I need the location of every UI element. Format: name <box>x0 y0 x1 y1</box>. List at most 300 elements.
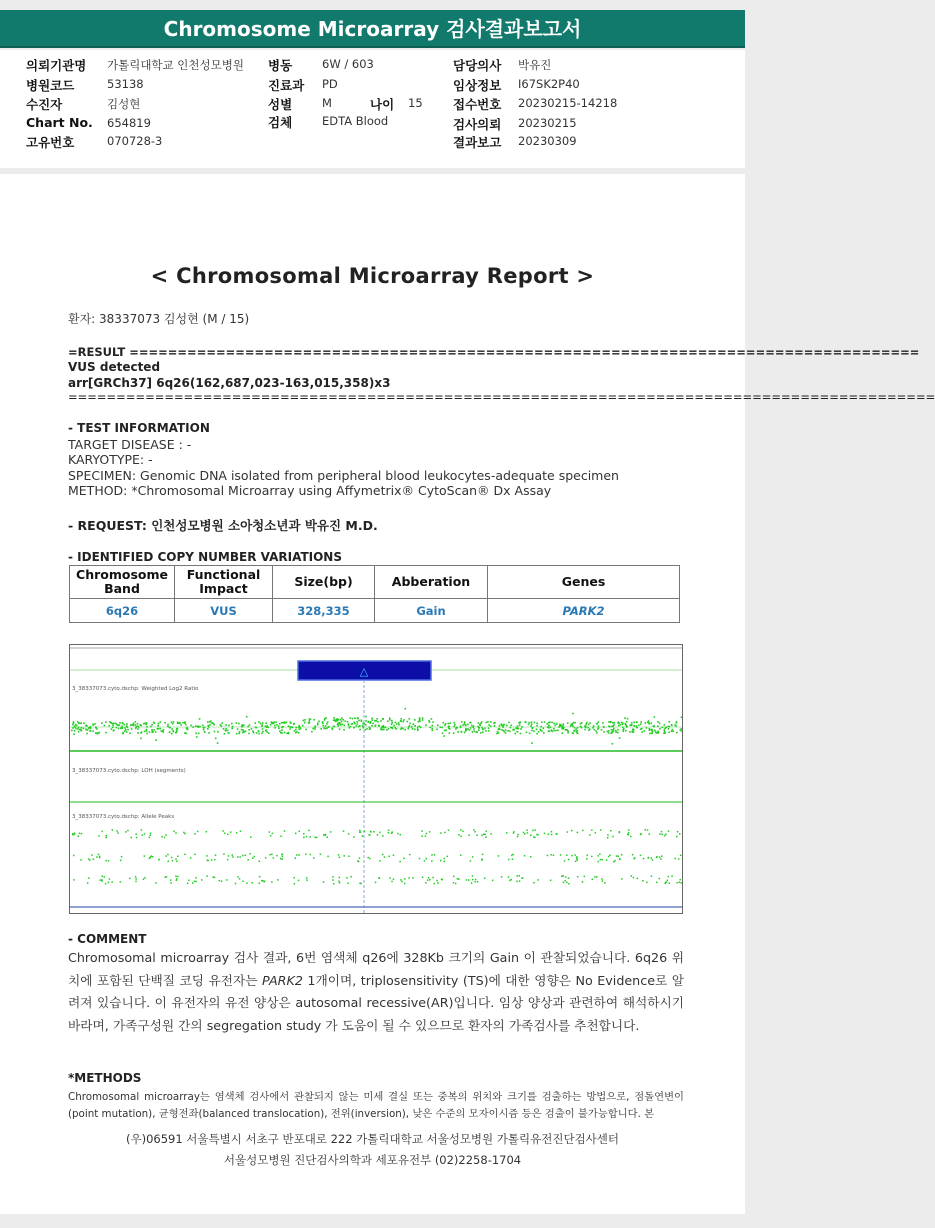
allele-peak <box>276 855 278 857</box>
log2-probe <box>681 717 683 719</box>
log2-probe <box>146 733 148 735</box>
log2-probe <box>622 727 624 729</box>
info-label-report-date: 결과보고 <box>453 135 502 150</box>
th-genes: Genes <box>488 566 680 599</box>
allele-peak <box>242 855 244 857</box>
allele-peak <box>214 877 216 879</box>
log2-probe <box>556 723 558 725</box>
log2-probe <box>681 730 683 732</box>
log2-probe <box>184 722 186 724</box>
log2-probe <box>531 722 533 724</box>
log2-probe <box>551 722 553 724</box>
log2-probe <box>227 730 229 732</box>
log2-probe <box>146 724 148 726</box>
info-value-chart-no: 654819 <box>107 116 151 130</box>
log2-probe <box>119 724 121 726</box>
allele-peak <box>649 833 651 835</box>
allele-peak <box>155 882 157 884</box>
log2-probe <box>400 728 402 730</box>
allele-peak <box>455 883 457 885</box>
log2-probe <box>95 732 97 734</box>
log2-probe <box>412 728 414 730</box>
log2-probe <box>130 724 132 726</box>
log2-probe <box>520 728 522 730</box>
allele-peak <box>424 860 426 862</box>
allele-peak <box>105 837 107 839</box>
log2-probe <box>449 722 451 724</box>
log2-probe <box>155 731 157 733</box>
log2-probe <box>538 731 540 733</box>
log2-probe <box>372 719 374 721</box>
log2-probe <box>278 728 280 730</box>
allele-peak <box>474 881 476 883</box>
allele-peak <box>224 833 226 835</box>
log2-probe <box>357 723 359 725</box>
allele-peak <box>677 831 679 833</box>
allele-peak <box>526 830 528 832</box>
log2-probe <box>281 722 283 724</box>
log2-probe <box>357 717 359 719</box>
allele-peak <box>221 880 223 882</box>
log2-probe <box>155 739 157 741</box>
log2-probe <box>385 727 387 729</box>
log2-probe <box>626 721 628 723</box>
log2-probe <box>371 725 373 727</box>
allele-peak <box>633 858 635 860</box>
allele-peak <box>556 833 558 835</box>
allele-peak <box>412 877 414 879</box>
log2-probe <box>314 728 316 730</box>
log2-probe <box>180 724 182 726</box>
log2-probe <box>299 729 301 731</box>
allele-peak <box>648 857 650 859</box>
log2-probe <box>75 728 77 730</box>
allele-peak <box>551 834 553 836</box>
log2-probe <box>172 723 174 725</box>
log2-probe <box>551 729 553 731</box>
allele-peak <box>384 856 386 858</box>
allele-peak <box>564 860 566 862</box>
log2-probe <box>111 728 113 730</box>
log2-probe <box>464 732 466 734</box>
log2-probe <box>242 724 244 726</box>
log2-probe <box>325 717 327 719</box>
allele-peak <box>610 830 612 832</box>
allele-peak <box>91 854 93 856</box>
log2-probe <box>124 727 126 729</box>
allele-peak <box>523 832 525 834</box>
allele-peak <box>74 833 76 835</box>
log2-probe <box>490 725 492 727</box>
allele-peak <box>161 836 163 838</box>
allele-peak <box>631 875 633 877</box>
log2-probe <box>649 728 651 730</box>
log2-probe <box>157 728 159 730</box>
allele-peak <box>475 831 477 833</box>
log2-probe <box>358 720 360 722</box>
log2-probe <box>245 731 247 733</box>
allele-peak <box>568 883 570 885</box>
allele-peak <box>591 856 593 858</box>
allele-peak <box>250 836 252 838</box>
log2-probe <box>598 725 600 727</box>
target-disease: TARGET DISEASE : - <box>68 437 192 452</box>
allele-peak <box>206 875 208 877</box>
allele-peak <box>89 859 91 861</box>
log2-probe <box>420 727 422 729</box>
allele-peak <box>601 878 603 880</box>
allele-peak <box>508 876 510 878</box>
log2-probe <box>394 727 396 729</box>
allele-peak <box>347 883 349 885</box>
method: METHOD: *Chromosomal Microarray using Affymetrix® CytoScan® Dx Assay <box>68 483 552 498</box>
allele-peak <box>482 854 484 856</box>
allele-peak <box>680 879 682 881</box>
log2-probe <box>72 727 74 729</box>
allele-peak <box>272 833 274 835</box>
log2-probe <box>553 723 555 725</box>
allele-peak <box>524 833 526 835</box>
log2-probe <box>541 721 543 723</box>
allele-peak <box>226 879 228 881</box>
allele-peak <box>158 859 160 861</box>
allele-peak <box>298 854 300 856</box>
log2-probe <box>530 725 532 727</box>
log2-probe <box>342 719 344 721</box>
allele-peak <box>111 881 113 883</box>
allele-peak <box>72 833 74 835</box>
allele-peak <box>105 883 107 885</box>
allele-peak <box>667 880 669 882</box>
log2-probe <box>525 721 527 723</box>
log2-probe <box>196 736 198 738</box>
log2-probe <box>432 721 434 723</box>
log2-probe <box>557 730 559 732</box>
allele-peak <box>219 880 221 882</box>
allele-peak <box>568 859 570 861</box>
log2-probe <box>328 726 330 728</box>
log2-probe <box>558 726 560 728</box>
log2-probe <box>676 732 678 734</box>
log2-probe <box>409 725 411 727</box>
allele-peak <box>440 832 442 834</box>
log2-probe <box>621 722 623 724</box>
log2-probe <box>429 721 431 723</box>
log2-probe <box>88 727 90 729</box>
allele-peak <box>602 880 604 882</box>
allele-peak <box>679 833 681 835</box>
log2-probe <box>498 732 500 734</box>
log2-probe <box>182 722 184 724</box>
log2-probe <box>614 722 616 724</box>
log2-probe <box>680 728 682 730</box>
log2-probe <box>478 729 480 731</box>
log2-probe <box>414 729 416 731</box>
log2-probe <box>282 726 284 728</box>
allele-peak <box>80 859 82 861</box>
log2-probe <box>221 725 223 727</box>
allele-peak <box>150 833 152 835</box>
comment-part-a: Chromosomal microarray 검사 결과, 6번 염색체 q26에 328Kb 크기의 Gain 이 관찰되었습니다. 6q26 위치에 포함된 단백질 코딩 유전자는 <box>68 950 684 988</box>
log2-probe <box>248 729 250 731</box>
log2-probe <box>86 733 88 735</box>
log2-probe <box>653 725 655 727</box>
allele-peak <box>144 855 146 857</box>
info-value-ward: 6W / 603 <box>322 57 374 71</box>
allele-peak <box>239 856 241 858</box>
allele-peak <box>426 833 428 835</box>
allele-peak <box>150 835 152 837</box>
log2-probe <box>274 727 276 729</box>
log2-probe <box>462 724 464 726</box>
log2-probe <box>640 721 642 723</box>
td-aberration: Gain <box>375 599 488 623</box>
log2-probe <box>212 722 214 724</box>
log2-probe <box>77 721 79 723</box>
log2-probe <box>407 721 409 723</box>
allele-peak <box>586 858 588 860</box>
allele-peak <box>259 882 261 884</box>
log2-probe <box>326 723 328 725</box>
allele-peak <box>195 877 197 879</box>
allele-peak <box>472 875 474 877</box>
allele-peak <box>339 877 341 879</box>
log2-probe <box>570 725 572 727</box>
allele-peak <box>228 855 230 857</box>
log2-probe <box>164 722 166 724</box>
log2-probe <box>109 721 111 723</box>
log2-probe <box>74 730 76 732</box>
allele-peak <box>237 876 239 878</box>
allele-peak <box>364 831 366 833</box>
allele-peak <box>628 834 630 836</box>
log2-probe <box>135 721 137 723</box>
allele-peak <box>599 853 601 855</box>
log2-probe <box>402 721 404 723</box>
allele-peak <box>303 837 305 839</box>
arr-notation: arr[GRCh37] 6q26(162,687,023-163,015,358)x3 <box>68 376 391 390</box>
log2-probe <box>344 725 346 727</box>
allele-peak <box>404 878 406 880</box>
log2-probe <box>581 722 583 724</box>
allele-peak <box>332 879 334 881</box>
allele-peak <box>522 877 524 879</box>
log2-probe <box>376 718 378 720</box>
log2-probe <box>585 723 587 725</box>
log2-probe <box>270 724 272 726</box>
log2-probe <box>517 725 519 727</box>
allele-peak <box>586 855 588 857</box>
allele-peak <box>388 856 390 858</box>
log2-probe <box>610 721 612 723</box>
allele-peak <box>108 860 110 862</box>
allele-peak <box>144 877 146 879</box>
log2-probe <box>228 732 230 734</box>
allele-peak <box>360 831 362 833</box>
log2-probe <box>171 733 173 735</box>
allele-peak <box>596 876 598 878</box>
log2-probe <box>318 721 320 723</box>
log2-probe <box>369 722 371 724</box>
log2-probe <box>567 732 569 734</box>
allele-peak <box>379 860 381 862</box>
log2-probe <box>151 729 153 731</box>
log2-probe <box>668 732 670 734</box>
log2-probe <box>627 718 629 720</box>
log2-probe <box>167 724 169 726</box>
log2-probe <box>575 728 577 730</box>
allele-peak <box>628 832 630 834</box>
log2-probe <box>121 726 123 728</box>
allele-peak <box>582 881 584 883</box>
allele-peak <box>306 836 308 838</box>
log2-probe <box>615 731 617 733</box>
log2-probe <box>237 728 239 730</box>
log2-probe <box>657 726 659 728</box>
log2-probe <box>560 724 562 726</box>
log2-probe <box>553 728 555 730</box>
log2-probe <box>151 731 153 733</box>
allele-peak <box>149 837 151 839</box>
allele-peak <box>131 837 133 839</box>
allele-peak <box>616 855 618 857</box>
cnv-plot <box>69 644 683 914</box>
allele-peak <box>434 883 436 885</box>
allele-peak <box>144 833 146 835</box>
log2-probe <box>603 726 605 728</box>
info-value-request-date: 20230215 <box>518 116 577 130</box>
log2-probe <box>469 729 471 731</box>
allele-peak <box>338 854 340 856</box>
log2-probe <box>324 728 326 730</box>
log2-probe <box>78 731 80 733</box>
log2-probe <box>494 725 496 727</box>
log2-probe <box>80 730 82 732</box>
allele-peak <box>472 879 474 881</box>
log2-probe <box>101 722 103 724</box>
log2-probe <box>173 721 175 723</box>
log2-probe <box>349 727 351 729</box>
log2-probe <box>555 730 557 732</box>
info-value-hospital-code: 53138 <box>107 77 144 91</box>
log2-probe <box>649 733 651 735</box>
log2-probe <box>393 725 395 727</box>
log2-probe <box>167 725 169 727</box>
log2-probe <box>482 729 484 731</box>
patient-line: 환자: 38337073 김성현 (M / 15) <box>68 312 250 326</box>
allele-peak <box>96 856 98 858</box>
log2-probe <box>405 708 407 710</box>
allele-peak <box>141 829 143 831</box>
log2-probe <box>431 718 433 720</box>
allele-peak <box>614 860 616 862</box>
log2-probe <box>505 732 507 734</box>
allele-peak <box>577 876 579 878</box>
log2-probe <box>199 718 201 720</box>
log2-probe <box>631 722 633 724</box>
log2-probe <box>608 730 610 732</box>
allele-peak <box>659 878 661 880</box>
log2-probe <box>573 722 575 724</box>
allele-peak <box>259 861 261 863</box>
allele-peak <box>237 856 239 858</box>
log2-probe <box>326 728 328 730</box>
allele-peak <box>536 834 538 836</box>
allele-peak <box>338 881 340 883</box>
log2-probe <box>98 732 100 734</box>
log2-probe <box>363 727 365 729</box>
log2-probe <box>261 733 263 735</box>
allele-peak <box>575 861 577 863</box>
allele-peak <box>567 831 569 833</box>
log2-probe <box>428 720 430 722</box>
log2-probe <box>566 729 568 731</box>
allele-peak <box>93 859 95 861</box>
log2-probe <box>236 733 238 735</box>
allele-peak <box>167 854 169 856</box>
comment-heading: - COMMENT <box>68 932 147 946</box>
allele-peak <box>563 882 565 884</box>
allele-peak <box>120 860 122 862</box>
allele-peak <box>397 833 399 835</box>
log2-probe <box>444 724 446 726</box>
log2-probe <box>499 725 501 727</box>
allele-peak <box>173 831 175 833</box>
log2-probe <box>574 722 576 724</box>
log2-probe <box>654 716 656 718</box>
allele-peak <box>637 878 639 880</box>
allele-peak <box>511 879 513 881</box>
log2-probe <box>204 731 206 733</box>
allele-peak <box>513 832 515 834</box>
allele-peak <box>127 830 129 832</box>
log2-probe <box>290 722 292 724</box>
log2-probe <box>498 728 500 730</box>
log2-probe <box>645 722 647 724</box>
log2-probe <box>664 731 666 733</box>
allele-peak <box>211 859 213 861</box>
log2-probe <box>671 725 673 727</box>
log2-probe <box>304 722 306 724</box>
log2-probe <box>92 730 94 732</box>
allele-peak <box>506 832 508 834</box>
allele-peak <box>621 878 623 880</box>
log2-probe <box>350 717 352 719</box>
allele-peak <box>676 836 678 838</box>
log2-probe <box>641 728 643 730</box>
log2-probe <box>404 729 406 731</box>
log2-probe <box>615 730 617 732</box>
log2-probe <box>672 729 674 731</box>
log2-probe <box>320 728 322 730</box>
log2-probe <box>195 725 197 727</box>
log2-probe <box>137 723 139 725</box>
log2-probe <box>650 729 652 731</box>
allele-peak <box>239 878 241 880</box>
track3-label: 3_38337073.cyto.dschp: Allele Peaks <box>72 814 175 820</box>
log2-probe <box>276 724 278 726</box>
log2-probe <box>246 716 248 718</box>
log2-probe <box>612 726 614 728</box>
log2-probe <box>293 723 295 725</box>
allele-peak <box>367 857 369 859</box>
log2-probe <box>146 726 148 728</box>
log2-probe <box>195 733 197 735</box>
allele-peak <box>589 834 591 836</box>
cnv-table <box>69 565 680 623</box>
log2-probe <box>175 732 177 734</box>
log2-probe <box>78 727 80 729</box>
